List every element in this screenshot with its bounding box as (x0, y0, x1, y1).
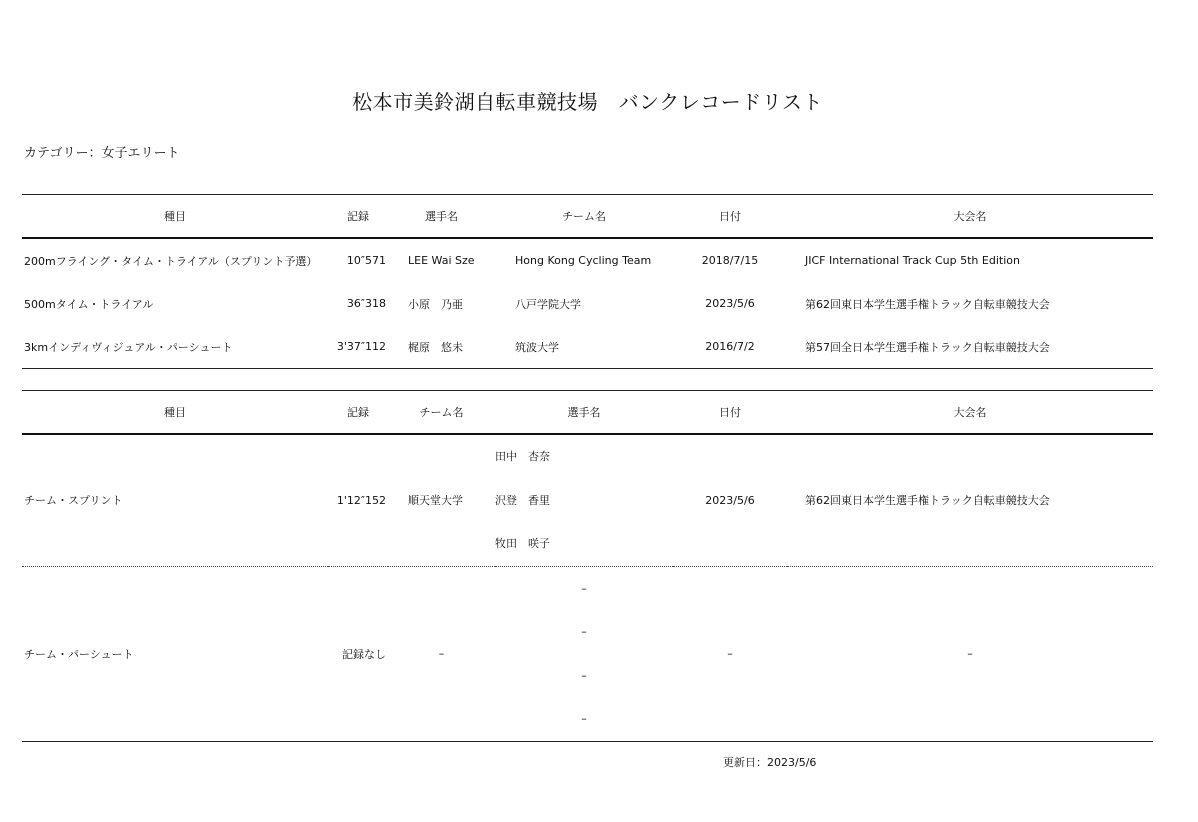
record-date: 2023/5/6 (705, 297, 755, 310)
event-name: 200mフライング・タイム・トライアル（スプリント予選） (24, 254, 318, 268)
member-name: – (581, 712, 587, 725)
header-team: チーム名 (495, 195, 673, 239)
member-name: – (581, 581, 587, 595)
record-time: 3'37″112 (336, 340, 386, 353)
member-name: 牧田 咲子 (495, 537, 550, 550)
record-date: – (727, 647, 733, 660)
member-name: – (581, 625, 587, 638)
table-header-row (22, 391, 1153, 435)
member-list (495, 434, 673, 566)
table-row (22, 238, 1153, 282)
header-meet: 大会名 (787, 391, 1153, 435)
updated-date: 更新日：2023/5/6 (723, 756, 817, 769)
record-time: 10″571 (346, 254, 386, 267)
header-record: 記録 (328, 391, 388, 435)
header-record: 記録 (328, 195, 388, 239)
meet-name: 第62回東日本学生選手権トラック自転車競技大会 (805, 297, 1050, 311)
header-date: 日付 (673, 391, 787, 435)
individual-records-table (22, 194, 1153, 369)
table-row (22, 566, 1153, 741)
team-name: 順天堂大学 (388, 434, 495, 566)
record-date: 2018/7/15 (701, 254, 759, 267)
team-name: 筑波大学 (515, 340, 559, 354)
page-title: 松本市美鈴湖自転車競技場 バンクレコードリスト (352, 90, 823, 114)
table-header-row (22, 195, 1153, 239)
header-meet: 大会名 (787, 195, 1153, 239)
event-name: 3kmインディヴィジュアル・パーシュート (24, 340, 233, 354)
table-row (22, 282, 1153, 325)
record-time: 36″318 (346, 297, 386, 310)
event-name: チーム・スプリント (22, 434, 328, 566)
meet-name: JICF International Track Cup 5th Edition (805, 254, 1020, 267)
event-name: チーム・パーシュート (24, 647, 134, 661)
header-athlete: 選手名 (388, 195, 495, 239)
record-date: 2023/5/6 (673, 434, 787, 566)
team-name: – (438, 647, 445, 660)
record-date: 2016/7/2 (705, 340, 755, 353)
athlete-name: 小原 乃亜 (408, 297, 463, 311)
member-name: 沢登 香里 (495, 493, 550, 507)
header-date: 日付 (673, 195, 787, 239)
member-list (495, 566, 673, 741)
table-row (22, 434, 1153, 566)
meet-name: – (967, 647, 973, 660)
team-name: Hong Kong Cycling Team (515, 254, 652, 267)
event-name: 500mタイム・トライアル (24, 297, 154, 311)
team-name: 八戸学院大学 (515, 297, 581, 311)
header-team: チーム名 (388, 391, 495, 435)
meet-name: 第62回東日本学生選手権トラック自転車競技大会 (787, 434, 1153, 566)
header-event: 種目 (22, 391, 328, 435)
header-event: 種目 (22, 195, 328, 239)
meet-name: 第57回全日本学生選手権トラック自転車競技大会 (805, 340, 1050, 354)
athlete-name: LEE Wai Sze (408, 254, 475, 267)
team-records-table (22, 390, 1153, 742)
record-time: 1'12″152 (328, 434, 388, 566)
member-name: – (581, 668, 587, 682)
header-athletes: 選手名 (495, 391, 673, 435)
record-time: 記録なし (342, 647, 386, 661)
athlete-name: 梶原 悠未 (408, 340, 463, 354)
category-label: カテゴリー：女子エリート (24, 146, 180, 161)
member-name: 田中 杏奈 (495, 450, 550, 463)
table-row (22, 325, 1153, 369)
